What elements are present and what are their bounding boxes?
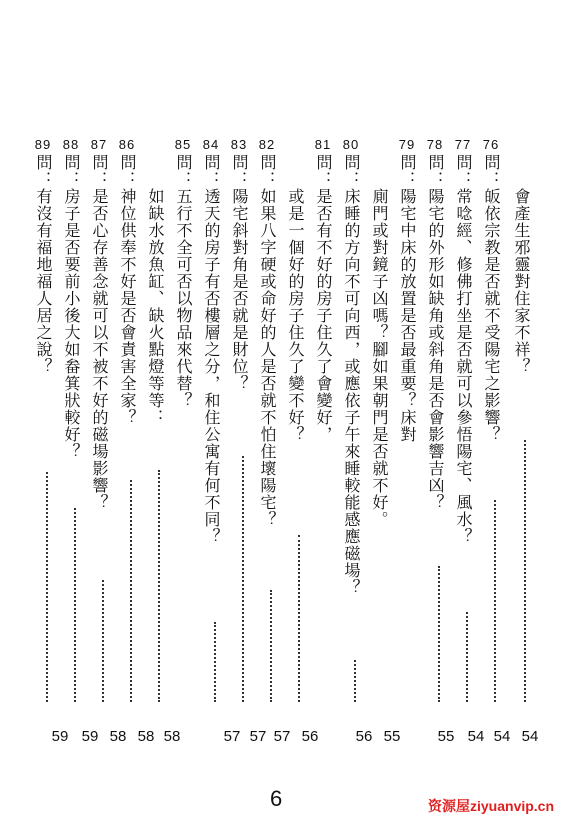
page-ref: 55	[383, 728, 401, 745]
toc-entry-cont-75	[510, 188, 532, 375]
leader-dots	[466, 612, 472, 702]
leader-dots	[298, 535, 304, 702]
question-number: 84	[202, 137, 220, 152]
toc-entry-text: 會產生邪靈對住家不祥？	[512, 188, 531, 375]
toc-entry-81	[312, 138, 334, 443]
page-ref: 59	[51, 728, 69, 745]
question-label: 問	[174, 154, 193, 171]
colon: ：	[34, 171, 53, 188]
toc-entry-77	[452, 138, 474, 545]
leader-dots	[242, 456, 248, 702]
colon: ：	[202, 171, 221, 188]
question-label: 問	[118, 154, 137, 171]
toc-entry-text: 如缺水放魚缸、缺火點燈等等：	[146, 188, 165, 426]
question-number: 78	[426, 137, 444, 152]
toc-entry-cont-85	[144, 188, 166, 426]
toc-entry-76	[480, 138, 502, 443]
toc-entry-text: 陽宅中床的放置是否最重要？床對	[398, 188, 417, 443]
question-label: 問	[454, 154, 473, 171]
question-number: 86	[118, 137, 136, 152]
colon: ：	[118, 171, 137, 188]
colon: ：	[482, 171, 501, 188]
question-label: 問	[314, 154, 333, 171]
question-number: 76	[482, 137, 500, 152]
toc-entry-text: 或是一個好的房子住久了變不好？	[286, 188, 305, 443]
leader-dots	[524, 440, 530, 702]
page-ref: 58	[109, 728, 127, 745]
colon: ：	[90, 171, 109, 188]
toc-entry-text: 常唸經、修佛打坐是否就可以參悟陽宅、風水？	[454, 188, 473, 545]
question-label: 問	[426, 154, 445, 171]
toc-entry-text: 陽宅的外形如缺角或斜角是否會影響吉凶？	[426, 188, 445, 511]
toc-entry-83	[228, 138, 250, 392]
page-number: 6	[270, 786, 283, 811]
toc-entry-text: 是否有不好的房子住久了會變好，	[314, 188, 333, 443]
question-label: 問	[398, 154, 417, 171]
leader-dots	[270, 590, 276, 702]
colon: ：	[230, 171, 249, 188]
toc-entry-86	[116, 138, 138, 426]
question-number: 79	[398, 137, 416, 152]
question-number: 87	[90, 137, 108, 152]
page-ref: 57	[273, 728, 291, 745]
page-ref: 54	[493, 728, 511, 745]
toc-entry-85	[172, 138, 194, 409]
toc-entry-text: 如果八字硬或命好的人是否就不怕住壞陽宅？	[258, 188, 277, 528]
question-label: 問	[230, 154, 249, 171]
page-ref: 56	[355, 728, 373, 745]
toc-entry-text: 床睡的方向不可向西，或應依子午來睡較能感應磁場？	[342, 188, 361, 596]
leader-dots	[46, 472, 52, 702]
question-label: 問	[258, 154, 277, 171]
colon: ：	[174, 171, 193, 188]
toc-entry-79	[396, 138, 418, 443]
question-number: 81	[314, 137, 332, 152]
question-number: 77	[454, 137, 472, 152]
toc-entry-text: 神位供奉不好是否會責害全家？	[118, 188, 137, 426]
colon: ：	[426, 171, 445, 188]
question-label: 問	[62, 154, 81, 171]
question-label: 問	[34, 154, 53, 171]
colon: ：	[62, 171, 81, 188]
toc-entry-87	[88, 138, 110, 511]
toc-entry-text: 陽宅斜對角是否就是財位？	[230, 188, 249, 392]
page-ref: 54	[467, 728, 485, 745]
toc-entry-text: 透天的房子有否樓層之分，和住公寓有何不同？	[202, 188, 221, 545]
leader-dots	[74, 508, 80, 702]
question-number: 85	[174, 137, 192, 152]
toc-entry-89	[32, 138, 54, 375]
page-ref: 58	[137, 728, 155, 745]
toc-entry-text: 是否心存善念就可以不被不好的磁場影響？	[90, 188, 109, 511]
toc-entry-text: 房子是否要前小後大如畚箕狀較好？	[62, 188, 81, 460]
toc-entry-82	[256, 138, 278, 528]
toc-entry-cont-79	[368, 188, 390, 528]
colon: ：	[398, 171, 417, 188]
toc-entry-text: 廁門或對鏡子凶嗎？腳如果朝門是否就不好。	[370, 188, 389, 528]
leader-dots	[130, 480, 136, 702]
question-label: 問	[342, 154, 361, 171]
question-number: 82	[258, 137, 276, 152]
question-number: 88	[62, 137, 80, 152]
question-label: 問	[482, 154, 501, 171]
colon: ：	[258, 171, 277, 188]
toc-entry-78	[424, 138, 446, 511]
page-ref: 56	[301, 728, 319, 745]
leader-dots	[214, 622, 220, 702]
page-ref: 55	[437, 728, 455, 745]
toc-entry-84	[200, 138, 222, 545]
leader-dots	[354, 660, 360, 702]
leader-dots	[494, 500, 500, 702]
toc-entry-80	[340, 138, 362, 596]
page-ref: 57	[249, 728, 267, 745]
colon: ：	[314, 171, 333, 188]
toc-entry-cont-81	[284, 188, 306, 443]
toc-entry-text: 五行不全可否以物品來代替？	[174, 188, 193, 409]
toc-entry-88	[60, 138, 82, 460]
toc-entry-text: 有沒有福地福人居之說？	[34, 188, 53, 375]
leader-dots	[438, 566, 444, 702]
page-ref: 57	[223, 728, 241, 745]
toc-entry-text: 皈依宗教是否就不受陽宅之影響？	[482, 188, 501, 443]
question-label: 問	[202, 154, 221, 171]
page-ref: 58	[163, 728, 181, 745]
question-label: 問	[90, 154, 109, 171]
leader-dots	[102, 580, 108, 702]
page-ref: 54	[521, 728, 539, 745]
page-ref: 59	[81, 728, 99, 745]
colon: ：	[454, 171, 473, 188]
question-number: 89	[34, 137, 52, 152]
watermark: 资源屋ziyuanvip.cn	[428, 798, 555, 814]
question-number: 83	[230, 137, 248, 152]
leader-dots	[158, 470, 164, 702]
question-number: 80	[342, 137, 360, 152]
colon: ：	[342, 171, 361, 188]
